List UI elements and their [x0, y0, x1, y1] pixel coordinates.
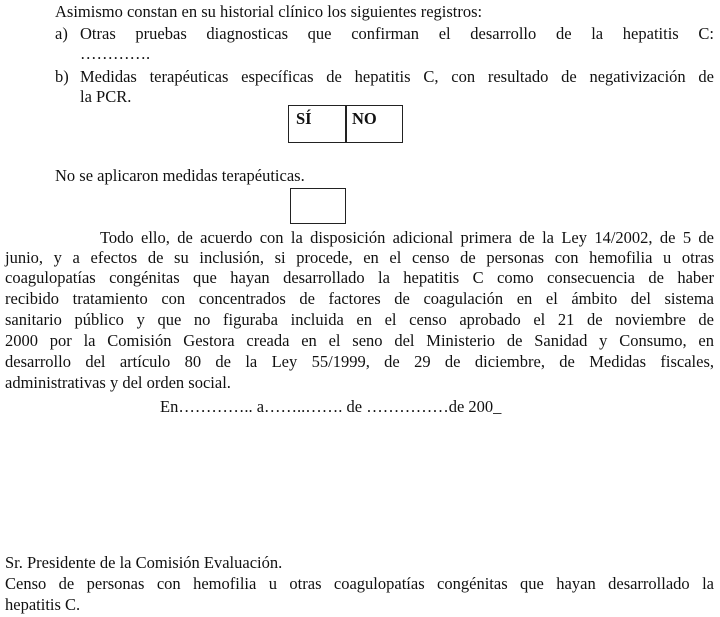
- intro-text: Asimismo constan en su historial clínico los siguientes registros:: [55, 2, 483, 21]
- body-line-6: 2000 por la Comisión Gestora creada en el seno del Ministerio de Sanidad y Consumo, en: [5, 331, 714, 350]
- date-line: En………….. a……..……. de ……………de 200_: [160, 397, 502, 416]
- addressee-line-1: Sr. Presidente de la Comisión Evaluación.: [5, 553, 283, 572]
- item-b-line2: la PCR.: [80, 87, 132, 106]
- item-a-line1: Otras pruebas diagnosticas que confirman el desarrollo de la hepatitis C:: [80, 24, 714, 43]
- item-a-marker: a): [55, 24, 68, 43]
- no-measures-text: No se aplicaron medidas terapéuticas.: [55, 166, 305, 185]
- no-label: NO: [352, 109, 377, 128]
- body-line-3: coagulopatías congénitas que hayan desarrollado la hepatitis C como consecuencia de haber: [5, 268, 714, 287]
- item-a-line2: ………….: [80, 44, 151, 63]
- body-line-8: administrativas y del orden social.: [5, 373, 231, 392]
- body-line-1: Todo ello, de acuerdo con la disposición adicional primera de la Ley 14/2002, de 5 de: [100, 228, 714, 247]
- yes-label: SÍ: [296, 109, 312, 128]
- addressee-line-2: Censo de personas con hemofilia u otras coagulopatías congénitas que hayan desarrollado la: [5, 574, 714, 593]
- no-checkbox[interactable]: [345, 105, 403, 143]
- body-line-5: sanitario público y que no figuraba incluida en el censo aprobado el 21 de noviembre de: [5, 310, 714, 329]
- no-measures-checkbox[interactable]: [290, 188, 346, 224]
- body-line-2: junio, y a efectos de su inclusión, si procede, en el censo de personas con hemofilia u otras: [5, 248, 714, 267]
- item-b-marker: b): [55, 67, 69, 86]
- item-b-line1: Medidas terapéuticas específicas de hepatitis C, con resultado de negativización de: [80, 67, 714, 86]
- yes-checkbox[interactable]: [288, 105, 347, 143]
- addressee-line-3: hepatitis C.: [5, 595, 81, 614]
- body-line-7: desarrollo del artículo 80 de la Ley 55/1999, de 29 de diciembre, de Medidas fiscales,: [5, 352, 714, 371]
- body-line-4: recibido tratamiento con concentrados de factores de coagulación en el ámbito del sistema: [5, 289, 714, 308]
